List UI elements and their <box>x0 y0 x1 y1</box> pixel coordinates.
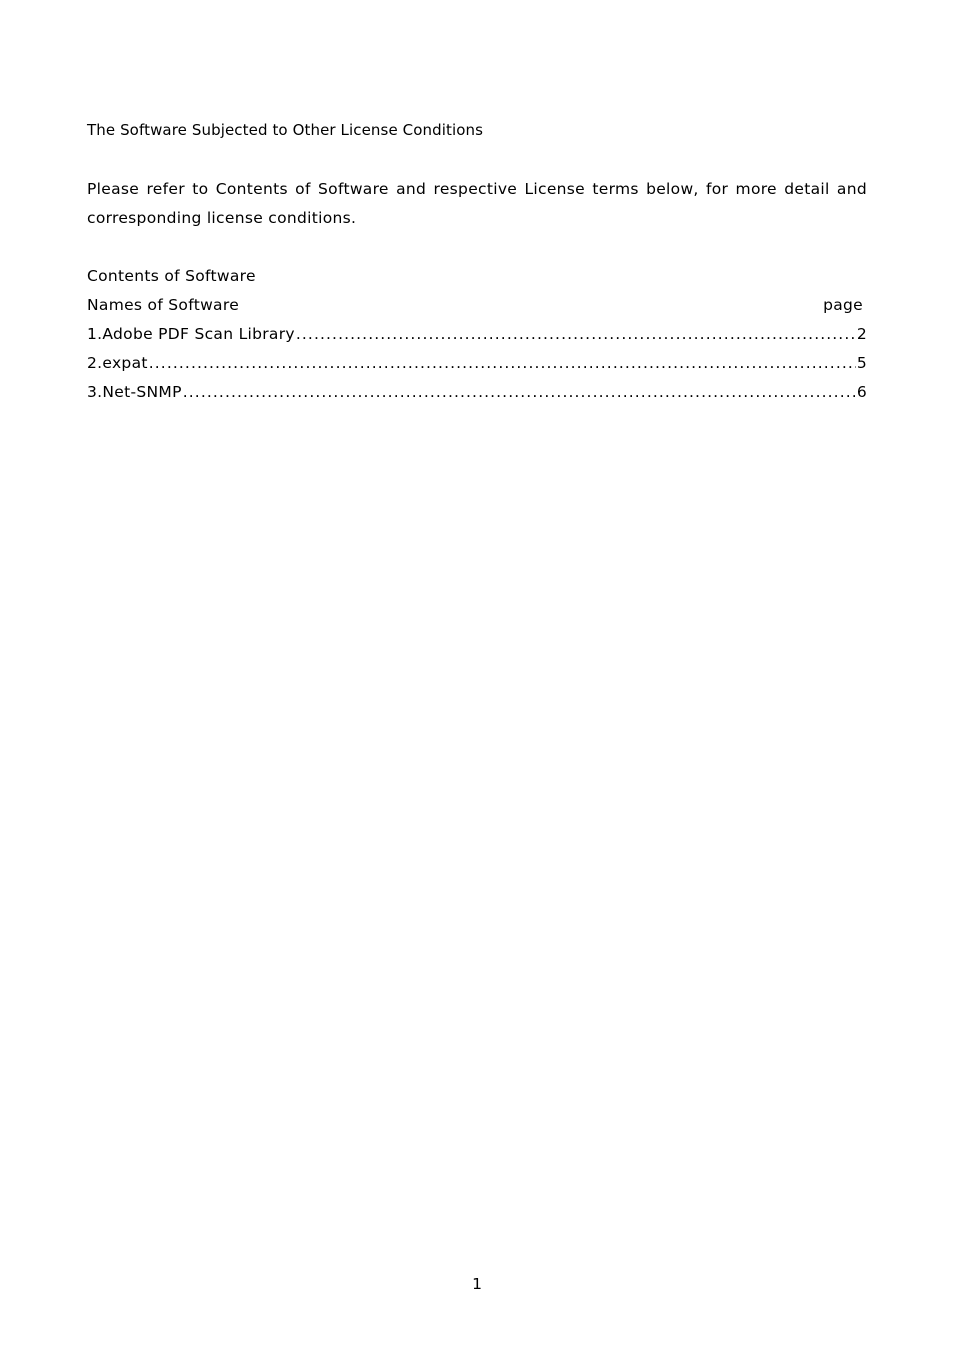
toc-dot-leader <box>149 349 856 378</box>
toc-entry-page: 5 <box>856 354 867 372</box>
intro-paragraph: Please refer to Contents of Software and respective License terms below, for more detail and corresponding license conditions. <box>87 180 867 227</box>
toc-entry-page: 6 <box>856 383 867 401</box>
document-page <box>87 118 867 407</box>
toc-entry-name: 3.Net-SNMP <box>87 383 182 401</box>
toc-column-name: Names of Software <box>87 296 240 314</box>
toc-entry-name: 1.Adobe PDF Scan Library <box>87 325 295 343</box>
toc-entry-name: 2.expat <box>87 354 148 372</box>
toc-dot-leader <box>183 378 856 407</box>
toc-column-header <box>87 291 867 320</box>
toc-entry[interactable] <box>87 378 867 407</box>
toc-dot-leader <box>296 320 856 349</box>
page-number: 1 <box>472 1275 482 1293</box>
table-of-contents <box>87 262 867 407</box>
toc-entry[interactable] <box>87 349 867 378</box>
toc-entry[interactable] <box>87 320 867 349</box>
toc-heading: Contents of Software <box>87 267 256 285</box>
document-title: The Software Subjected to Other License Conditions <box>87 121 484 139</box>
toc-column-page: page <box>823 296 863 314</box>
toc-entry-page: 2 <box>856 325 867 343</box>
